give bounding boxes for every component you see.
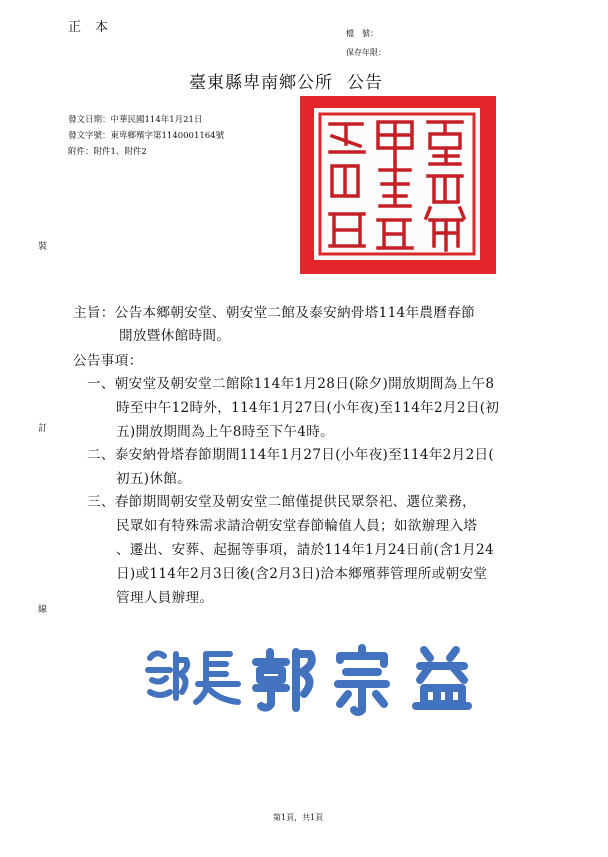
document-type: 公告: [347, 73, 383, 93]
document-number: 發文字號：東卑鄉殯字第1140001164號: [68, 131, 225, 141]
item-2-line-2: 初五)休館。: [116, 471, 192, 487]
document-title: [189, 68, 383, 93]
file-number-label: 檔 號：: [346, 29, 378, 38]
item-1-line-3: 五)開放期間為上午8時至下午4時。: [116, 424, 335, 440]
item-2-line-1: 二、泰安納骨塔春節期間114年1月27日(小年夜)至114年2月2日(: [87, 447, 495, 463]
issue-date: 發文日期：中華民國114年1月21日: [68, 115, 203, 125]
item-1-line-1: 一、朝安堂及朝安堂二館除114年1月28日(除夕)開放期間為上午8: [87, 376, 495, 392]
attachments: 附件：附件1、附件2: [68, 147, 147, 157]
item-3-line-3: 、遷出、安葬、起掘等事項，請於114年1月24日前(含1月24: [116, 542, 494, 558]
item-3-line-1: 三、春節期間朝安堂及朝安堂二館僅提供民眾祭祀、選位業務，: [87, 494, 477, 510]
copy-mark: 正本: [68, 20, 123, 35]
binding-mark-xian: 線: [38, 605, 48, 615]
item-3-line-2: 民眾如有特殊需求請洽朝安堂春節輪值人員；如欲辦理入塔: [116, 518, 478, 534]
signature-graphic: [140, 636, 500, 716]
issuing-agency: 臺東縣卑南鄉公所: [189, 73, 333, 93]
retention-label: 保存年限：: [346, 48, 386, 57]
binding-mark-zhuang: 裝: [38, 242, 48, 252]
binding-mark-ding: 訂: [38, 424, 48, 434]
official-seal: [300, 96, 496, 274]
subject-line-2: 開放暨休館時間。: [119, 328, 231, 344]
item-3-line-5: 管理人員辦理。: [116, 590, 214, 606]
seal-graphic: [300, 96, 496, 274]
item-3-line-4: 日)或114年2月3日後(含2月3日)洽本鄉殯葬管理所或朝安堂: [116, 566, 488, 582]
items-heading: 公告事項：: [73, 353, 143, 369]
item-1-line-2: 時至中午12時外，114年1月27日(小年夜)至114年2月2日(初: [116, 400, 500, 416]
mayor-signature-stamp: [140, 636, 500, 716]
subject-line-1: 主旨：公告本鄉朝安堂、朝安堂二館及泰安納骨塔114年農曆春節: [73, 305, 475, 321]
page-number: 第1頁，共1頁: [273, 813, 324, 822]
